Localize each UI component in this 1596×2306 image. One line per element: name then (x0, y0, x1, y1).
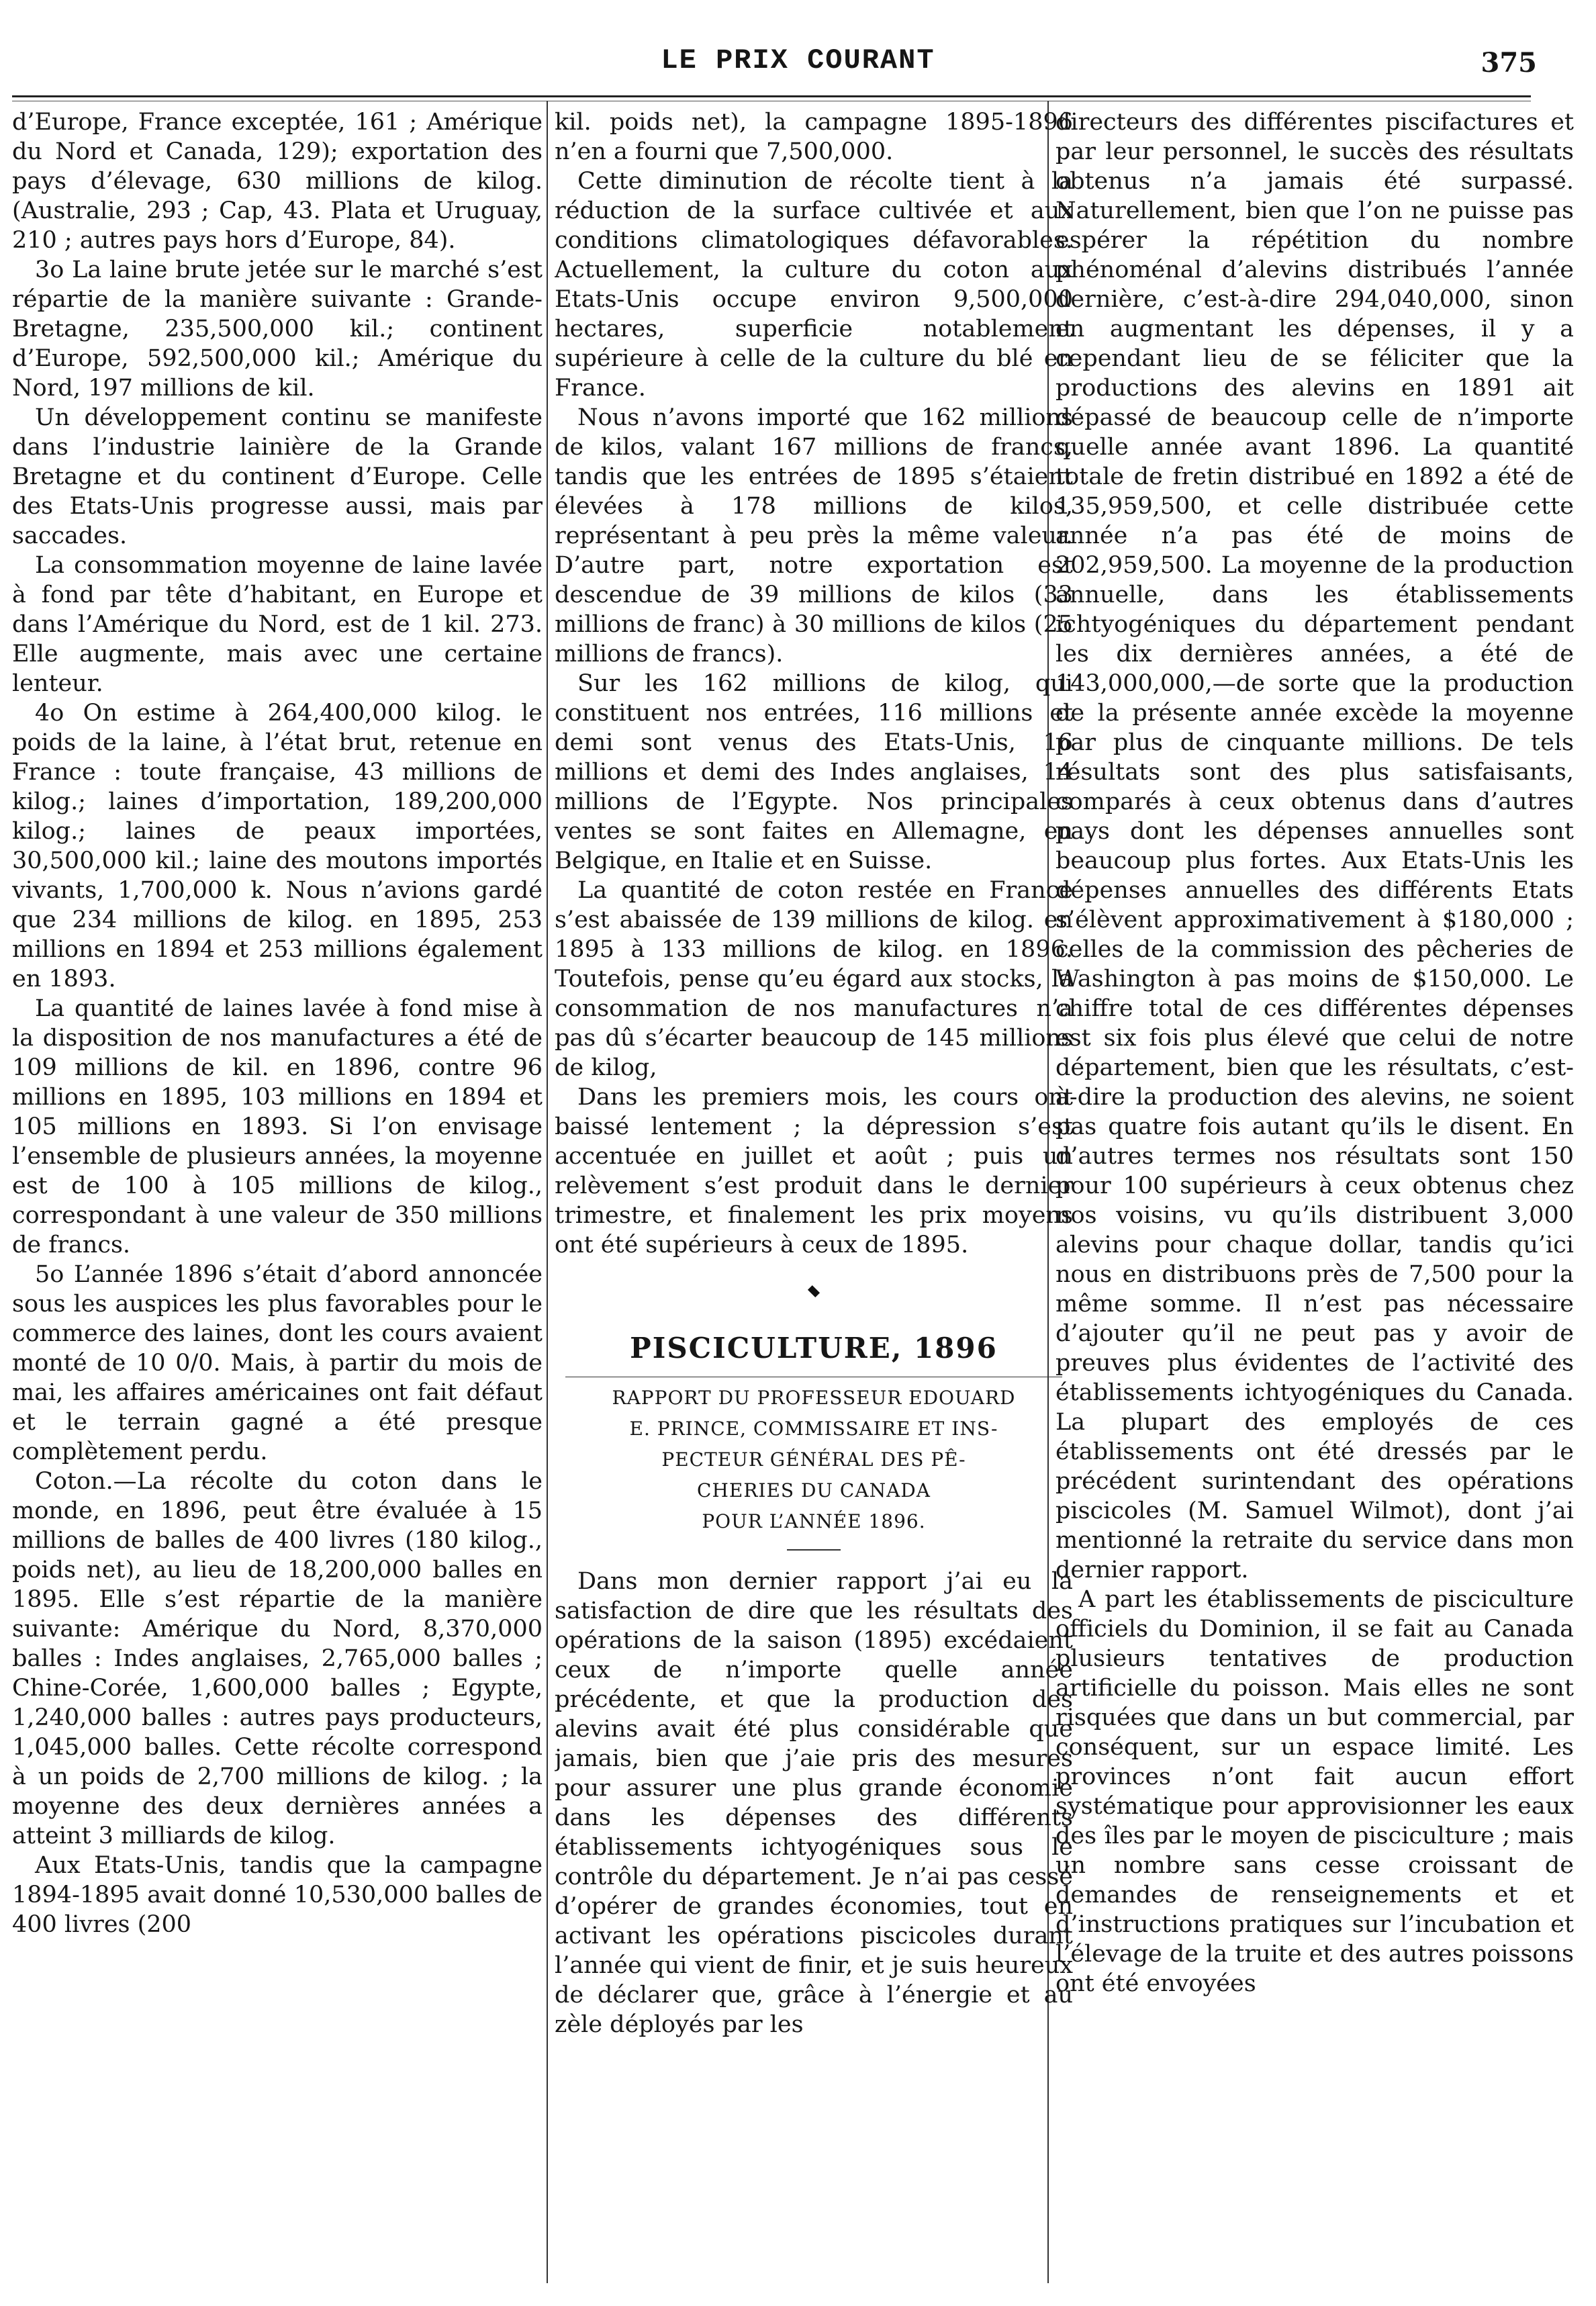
paragraph: Coton.—La récolte du coton dans le monde, en 1896, peut être évaluée à 15 millions de balles de 400 livres (180 kilog., poids net), au lieu de 18,200,000 balles en 1895. Elle s’est répartie de la manière suivante: Amérique du Nord, 8,370,000 balles : Indes anglaises, 2,765,000 balles ; Chine-Corée, 1,600,000 balles ; Egypte, 1,240,000 balles : autres pays producteurs, 1,045,000 balles. Cette récolte correspond à un poids de 2,700 millions de kilog. ; la moyenne des deux dernières années a atteint 3 milliards de kilog. (12, 1468, 543, 1849)
paragraph: Dans les premiers mois, les cours ont baissé lentement ; la dépression s’est accentuée en juillet et août ; puis un relèvement s’est produit dans le dernier trimestre, et finalement les prix moyens ont été supérieurs à ceux de 1895. (555, 1084, 1073, 1258)
paragraph: Un développement continu se manifeste dans l’industrie lainière de la Grande Bretagne et du continent d’Europe. Celle des Etats-Unis progresse aussi, mais par saccades. (12, 404, 543, 549)
header-rule (12, 95, 1531, 97)
paragraph: d’Europe, France exceptée, 161 ; Amérique du Nord et Canada, 129); exportation des pays d’élevage, 630 millions de kilog. (Australie, 293 ; Cap, 43. Plata et Uruguay, 210 ; autres pays hors d’Europe, 84). (12, 109, 543, 254)
paragraph: La consommation moyenne de laine lavée à fond par tête d’habitant, en Europe et dans l’Amérique du Nord, est de 1 kil. 273. Elle augmente, mais avec une certaine lenteur. (12, 552, 543, 697)
column-2 (555, 107, 1073, 2283)
paragraph: directeurs des différentes piscifactures et par leur personnel, le succès des résultats obtenus n’a jamais été surpassé. Naturellement, bien que l’on ne puisse pas espérer la répétition du nombre phénoménal d’alevins distribués l’année dernière, c’est-à-dire 294,040,000, sinon en augmentant les dépenses, il y a cependant lieu de se féliciter que la productions des alevins en 1891 ait dépassé de beaucoup celle de n’importe quelle année avant 1896. La quantité totale de fretin distribué en 1892 a été de 135,959,500, et celle distribuée cette année n’a pas été de moins de 202,959,500. La moyenne de la production annuelle, dans les établissements ichtyogéniques du département pendant les dix dernières années, a été de 143,000,000,—de sorte que la production de la présente année excède la moyenne par plus de cinquante millions. De tels résultats sont des plus satisfaisants, comparés à ceux obtenus dans d’autres pays dont les dépenses annuelles sont beaucoup plus fortes. Aux Etats-Unis les dépenses annuelles des différents Etats s’élèvent approximativement à $180,000 ; celles de la commission des pêcheries de Washington à pas moins de $150,000. Le chiffre total de ces différentes dépenses est six fois plus élevé que celui de notre département, bien que les résultats, c’est-à-dire la production des alevins, ne soient pas quatre fois autant qu’ils le disent. En d’autres termes nos résultats sont 150 pour 100 supérieurs à ceux obtenus chez nos voisins, vu qu’ils distribuent 3,000 alevins pour chaque dollar, tandis qu’ici nous en distribuons près de 7,500 pour la même somme. Il n’est pas nécessaire d’ajouter qu’il ne peut pas y avoir de preuves plus évidentes de l’activité des établissements ichtyogéniques du Canada. La plupart des employés de ces établissements ont été dressés par le précédent surintendant des opérations piscicoles (M. Samuel Wilmot), dont j’ai mentionné la retraite du service dans mon dernier rapport. (1055, 109, 1574, 1583)
subtitle-line: POUR L’ANNÉE 1896. (702, 1510, 926, 1532)
column-divider-left (547, 101, 548, 2283)
subtitle-line: CHERIES DU CANADA (697, 1479, 931, 1502)
page-number: 375 (1481, 47, 1537, 79)
paragraph: Cette diminution de récolte tient à la réduction de la surface cultivée et aux conditions climatologiques défavorables. Actuellement, la culture du coton aux Etats-Unis occupe environ 9,500,000 hectares, superficie notablement supérieure à celle de la culture du blé en France. (555, 168, 1073, 402)
section-rule (787, 1549, 841, 1551)
paragraph: Aux Etats-Unis, tandis que la campagne 1894-1895 avait donné 10,530,000 balles de 400 livres (200 (12, 1852, 543, 1938)
paragraph: La quantité de laines lavée à fond mise à la disposition de nos manufactures a été de 109 millions de kil. en 1896, contre 96 millions en 1895, 103 millions en 1894 et 105 millions en 1893. Si l’on envisage l’ensemble de plusieurs années, la moyenne est de 100 à 105 millions de kilog., correspondant à une valeur de 350 millions de francs. (12, 995, 543, 1258)
paragraph: A part les établissements de pisciculture officiels du Dominion, il se fait au Canada plusieurs tentatives de production artificielle du poisson. Mais elles ne sont risquées que dans un but commercial, par conséquent, sur un espace limité. Les provinces n’ont fait aucun effort systématique pour approvisionner les eaux des îles par le moyen de pisciculture ; mais un nombre sans cesse croissant de demandes de renseignements et et d’instructions pratiques sur l’incubation et l’élevage de la truite et des autres poissons ont été envoyées (1055, 1586, 1574, 1997)
section-ornament (805, 1283, 823, 1300)
paragraph: Sur les 162 millions de kilog, qui constituent nos entrées, 116 millions et demi sont venus des Etats-Unis, 16 millions et demi des Indes anglaises, 14 millions de l’Egypte. Nos principales ventes se sont faites en Allemagne, en Belgique, en Italie et en Suisse. (555, 670, 1073, 874)
subtitle-line: RAPPORT DU PROFESSEUR EDOUARD (612, 1387, 1016, 1409)
subtitle-line: PECTEUR GÉNÉRAL DES PÊ- (661, 1448, 966, 1471)
paragraph: Dans mon dernier rapport j’ai eu la satisfaction de dire que les résultats des opérations de la saison (1895) excédaient ceux de n’importe quelle année précédente, et que la production des alevins avait été plus considérable que jamais, bien que j’aie pris des mesures pour assurer une plus grande économie dans les dépenses des différents établissements ichtyogéniques sous le contrôle du département. Je n’ai pas cessé d’opérer de grandes économies, tout en activant les opérations piscicoles durant l’année qui vient de finir, et je suis heureux de déclarer que, grâce à l’énergie et au zèle déployés par les (555, 1568, 1073, 2038)
subtitle-line: E. PRINCE, COMMISSAIRE ET INS- (629, 1418, 998, 1440)
section-title: PISCICULTURE, 1896 (630, 1332, 998, 1365)
paragraph: 5o L’année 1896 s’était d’abord annoncée sous les auspices les plus favorables pour le commerce des laines, dont les cours avaient monté de 10 0/0. Mais, à partir du mois de mai, les affaires américaines ont fait défaut et le terrain gagné a été presque complètement perdu. (12, 1261, 543, 1465)
paragraph: kil. poids net), la campagne 1895-1896 n’en a fourni que 7,500,000. (555, 109, 1073, 165)
paragraph: Nous n’avons importé que 162 millions de kilos, valant 167 millions de francs, tandis que les entrées de 1895 s’étaient élevées à 178 millions de kilos, représentant à peu près la même valeur. D’autre part, notre exportation est descendue de 39 millions de kilos (33 millions de franc) à 30 millions de kilos (25 millions de francs). (555, 404, 1073, 667)
paragraph: La quantité de coton restée en France s’est abaissée de 139 millions de kilog. en 1895 à 133 millions de kilog. en 1896. Toutefois, pense qu’eu égard aux stocks, la consommation de nos manufactures n’a pas dû s’écarter beaucoup de 145 millions de kilog, (555, 877, 1073, 1081)
section-subtitle (555, 1385, 1073, 1534)
column-3 (1055, 107, 1574, 2283)
paragraph: 3o La laine brute jetée sur le marché s’est répartie de la manière suivante : Grande-Bretagne, 235,500,000 kil.; continent d’Europe, 592,500,000 kil.; Amérique du Nord, 197 millions de kil. (12, 257, 543, 402)
paragraph: 4o On estime à 264,400,000 kilog. le poids de la laine, à l’état brut, retenue en France : toute française, 43 millions de kilog.; laines d’importation, 189,200,000 kilog.; laines de peaux importées, 30,500,000 kil.; laine des moutons importés vivants, 1,700,000 k. Nous n’avions gardé que 234 millions de kilog. en 1895, 253 millions en 1894 et 253 millions également en 1893. (12, 700, 543, 993)
journal-title: LE PRIX COURANT (661, 44, 935, 77)
column-1 (12, 107, 543, 2283)
